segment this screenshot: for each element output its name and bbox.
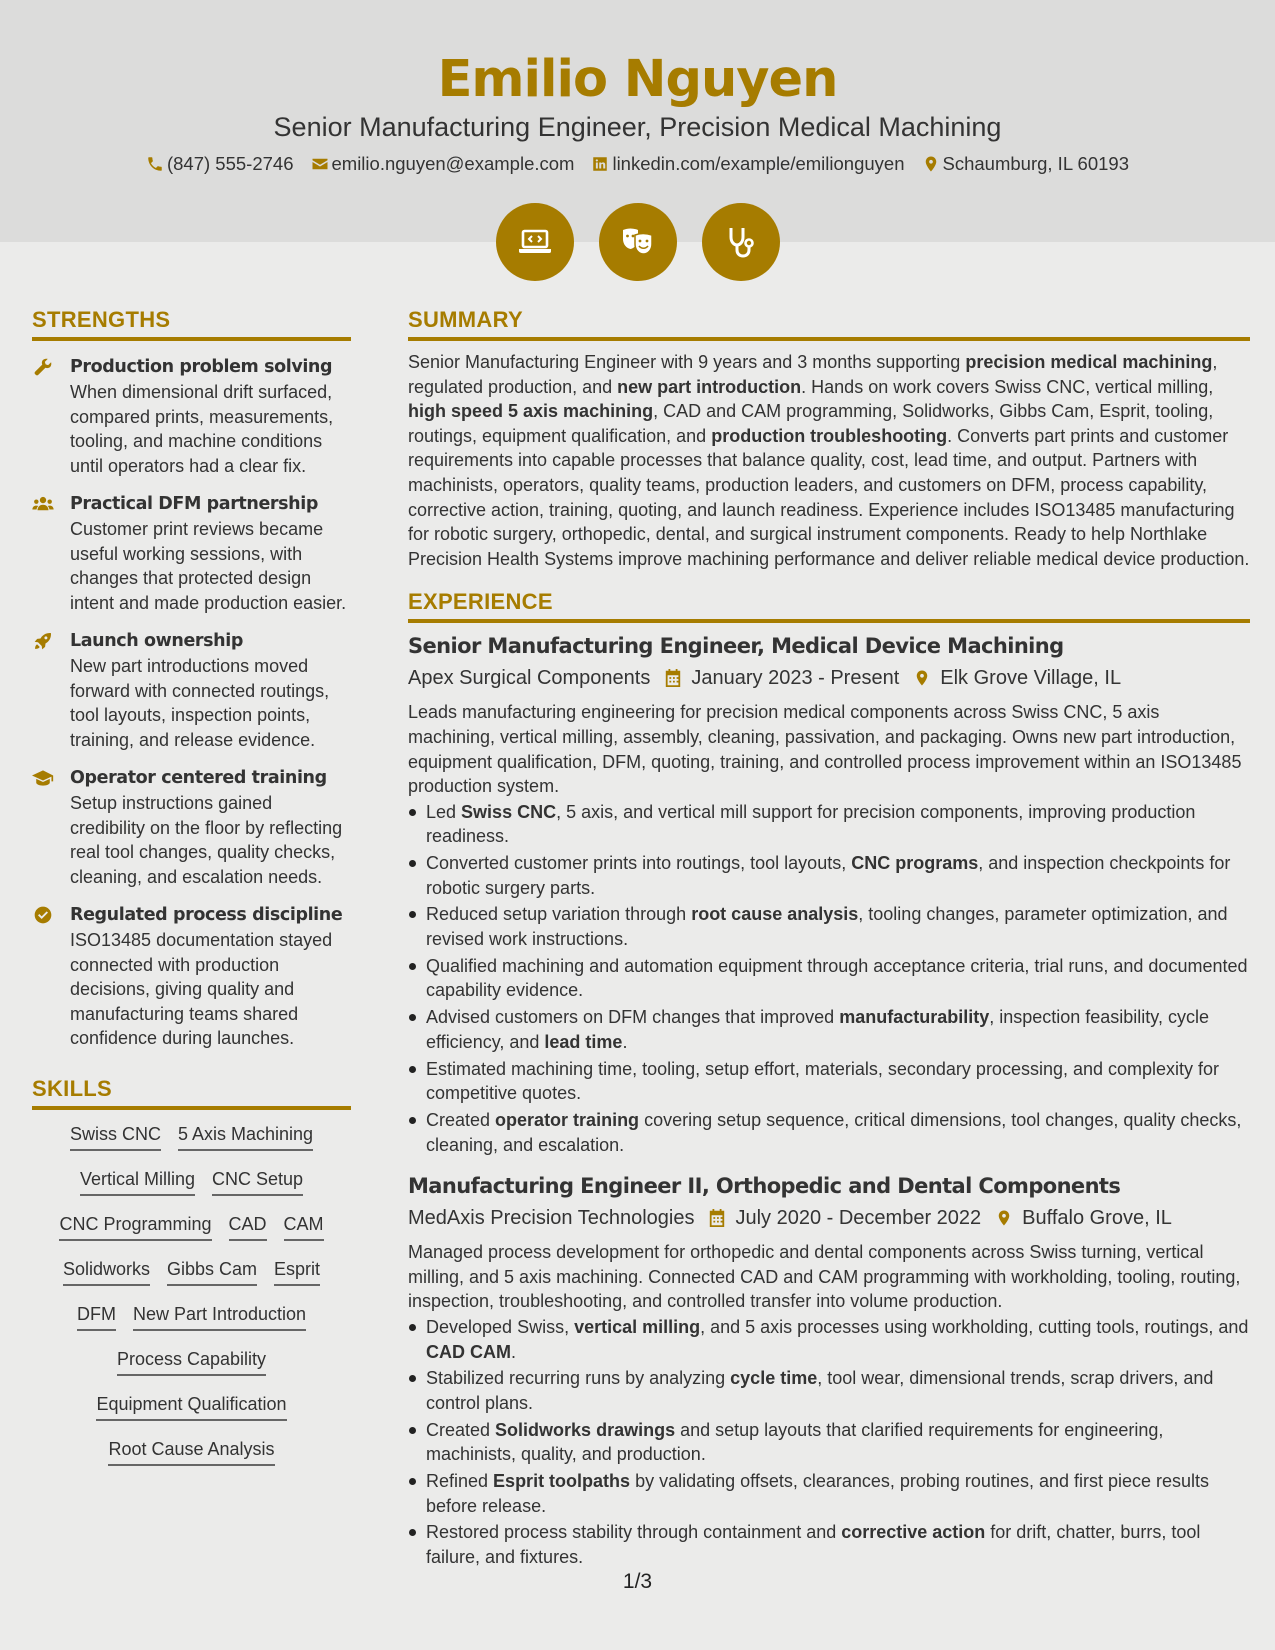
linkedin-icon (591, 155, 609, 173)
strength-desc: Setup instructions gained credibility on the floor by reflecting real tool changes, quality checks, cleaning, and escalation needs. (70, 793, 343, 887)
strength-item (32, 491, 351, 615)
job-location: Elk Grove Village, IL (940, 667, 1122, 690)
skill-tag: CAD (229, 1212, 267, 1241)
map-marker-icon (995, 1208, 1013, 1228)
phone-icon (146, 155, 164, 173)
envelope-icon (311, 155, 329, 173)
strength-desc: New part introductions moved forward with connected routings, tool layouts, inspection points, training, and release evidence. (70, 656, 330, 750)
skill-tag: CNC Setup (212, 1167, 303, 1196)
job-bullet: Qualified machining and automation equipment through acceptance criteria, trial runs, and documented capability evidence. (408, 954, 1250, 1003)
contact-location (922, 151, 1130, 177)
job-description: Managed process development for orthopedic and dental components across Swiss turning, vertical milling, and 5 axis machining. Connected CAD and CAM programming with workholding, tooling, routing, inspection, troubleshooting, and controlled transfer into volume production. (408, 1242, 1241, 1312)
page-number: 1/3 (622, 1570, 653, 1593)
wrench-icon (32, 357, 54, 377)
job-dates: January 2023 - Present (691, 667, 900, 690)
right-column (408, 306, 1250, 1572)
skill-tag: Equipment Qualification (96, 1392, 286, 1421)
job-description: Leads manufacturing engineering for precision medical components across Swiss CNC, 5 axis machining, vertical milling, assembly, cleaning, passivation, and packaging. Owns new part introduction, equipment qualification, DFM, quoting, training, and controlled process improvement within an ISO13485 production system. (408, 702, 1242, 797)
skill-tag: New Part Introduction (133, 1302, 306, 1331)
experience-heading: EXPERIENCE (408, 588, 1250, 623)
candidate-name: Emilio Nguyen (437, 50, 838, 109)
skill-tag: Swiss CNC (70, 1122, 161, 1151)
job-meta (408, 1202, 1250, 1234)
strength-desc: ISO13485 documentation stayed connected with production decisions, giving quality and manufacturing teams shared confidence during launches. (70, 930, 333, 1048)
users-icon (32, 494, 54, 514)
job-bullet: Led Swiss CNC, 5 axis, and vertical mill support for precision components, improving production readiness. (408, 800, 1250, 849)
job-title: Manufacturing Engineer II, Orthopedic and Dental Components (408, 1174, 1121, 1199)
job-bullet: Estimated machining time, tooling, setup effort, materials, secondary processing, and complexity for competitive quotes. (408, 1057, 1250, 1106)
skill-tag: DFM (77, 1302, 116, 1331)
stethoscope-icon (721, 222, 761, 262)
strength-item (32, 765, 351, 889)
headline: Senior Manufacturing Engineer, Precision Medical Machining (273, 112, 1002, 142)
job-bullets (408, 800, 1250, 1157)
strength-title: Operator centered training (70, 768, 327, 788)
job-company: Apex Surgical Components (408, 667, 651, 690)
strength-title: Practical DFM partnership (70, 494, 318, 514)
strength-title: Regulated process discipline (70, 905, 343, 925)
job-entry (408, 1171, 1250, 1569)
summary-heading: SUMMARY (408, 306, 1250, 341)
stethoscope-badge (702, 203, 780, 281)
strengths-heading: STRENGTHS (32, 306, 351, 341)
job-bullet: Restored process stability through containment and corrective action for drift, chatter, burrs, tool failure, and fixtures. (408, 1520, 1250, 1569)
badge-row (0, 203, 1275, 281)
laptop-code-icon (515, 222, 555, 262)
rocket-icon (32, 631, 54, 651)
job-bullet: Advised customers on DFM changes that improved manufacturability, inspection feasibility, cycle efficiency, and lead time. (408, 1005, 1250, 1054)
contact-linkedin[interactable] (591, 151, 904, 177)
laptop-code-badge (496, 203, 574, 281)
skill-tag: CAM (284, 1212, 324, 1241)
theater-masks-badge (599, 203, 677, 281)
map-marker-icon (922, 155, 940, 173)
job-bullet: Developed Swiss, vertical milling, and 5 axis processes using workholding, cutting tools, routings, and CAD CAM. (408, 1315, 1250, 1364)
strength-desc: When dimensional drift surfaced, compared prints, measurements, tooling, and machine conditions until operators had a clear fix. (70, 382, 334, 476)
strength-item (32, 902, 351, 1051)
job-location: Buffalo Grove, IL (1022, 1207, 1172, 1230)
skill-tag: CNC Programming (59, 1212, 211, 1241)
job-bullet: Reduced setup variation through root cause analysis, tooling changes, parameter optimization, and revised work instructions. (408, 902, 1250, 951)
contact-email-text: emilio.nguyen@example.com (331, 153, 575, 174)
contact-linkedin-text: linkedin.com/example/emilionguyen (612, 153, 905, 174)
left-column (32, 306, 351, 1482)
skills-list (32, 1122, 351, 1482)
contact-phone[interactable] (146, 151, 294, 177)
calendar-icon (664, 668, 682, 688)
skill-tag: Gibbs Cam (167, 1257, 257, 1286)
strength-item (32, 354, 351, 478)
contact-row (0, 151, 1275, 177)
strength-title: Production problem solving (70, 357, 333, 377)
skill-tag: Root Cause Analysis (108, 1437, 274, 1466)
skill-tag: Process Capability (117, 1347, 266, 1376)
job-bullet: Stabilized recurring runs by analyzing cycle time, tool wear, dimensional trends, scrap drivers, and control plans. (408, 1366, 1250, 1415)
contact-email[interactable] (311, 151, 575, 177)
job-entry (408, 631, 1250, 1157)
skills-heading: SKILLS (32, 1075, 351, 1110)
job-title: Senior Manufacturing Engineer, Medical Device Machining (408, 634, 1064, 659)
calendar-icon (708, 1208, 726, 1228)
job-meta (408, 662, 1250, 694)
map-marker-icon (913, 668, 931, 688)
strength-item (32, 628, 351, 752)
job-bullet: Created operator training covering setup sequence, critical dimensions, tool changes, quality checks, cleaning, and escalation. (408, 1108, 1250, 1157)
job-dates: July 2020 - December 2022 (735, 1207, 982, 1230)
job-company: MedAxis Precision Technologies (408, 1207, 695, 1230)
graduation-cap-icon (32, 768, 54, 788)
theater-masks-icon (618, 222, 658, 262)
job-bullet: Created Solidworks drawings and setup layouts that clarified requirements for engineering, machinists, quality, and production. (408, 1418, 1250, 1467)
skill-tag: Esprit (274, 1257, 320, 1286)
check-circle-icon (32, 905, 54, 925)
strength-title: Launch ownership (70, 631, 243, 651)
job-bullets (408, 1315, 1250, 1570)
contact-phone-text: (847) 555-2746 (166, 153, 294, 174)
job-bullet: Converted customer prints into routings, tool layouts, CNC programs, and inspection checkpoints for robotic surgery parts. (408, 851, 1250, 900)
skill-tag: Vertical Milling (80, 1167, 195, 1196)
skill-tag: 5 Axis Machining (178, 1122, 313, 1151)
job-bullet: Refined Esprit toolpaths by validating offsets, clearances, probing routines, and first piece results before release. (408, 1469, 1250, 1518)
contact-location-text: Schaumburg, IL 60193 (942, 153, 1129, 174)
summary-text: Senior Manufacturing Engineer with 9 years and 3 months supporting precision medical machining, regulated production, and new part introduction. Hands on work covers Swiss CNC, vertical milling, high speed 5 axis machining, CAD and CAM programming, Solidworks, Gibbs Cam, Esprit, tooling, routings, equipment qualification, and production troubleshooting. Converts part prints and customer requirements into capable processes that balance quality, cost, lead time, and output. Partners with machinists, operators, quality teams, production leaders, and customers on DFM, process capability, corrective action, training, quoting, and launch readiness. Experience includes ISO13485 manufacturing for robotic surgery, orthopedic, dental, and surgical instrument components. Ready to help Northlake Precision Health Systems improve machining performance and deliver reliable medical device production. (408, 352, 1250, 569)
skill-tag: Solidworks (63, 1257, 150, 1286)
strength-desc: Customer print reviews became useful working sessions, with changes that protected design intent and made production easier. (70, 519, 347, 613)
